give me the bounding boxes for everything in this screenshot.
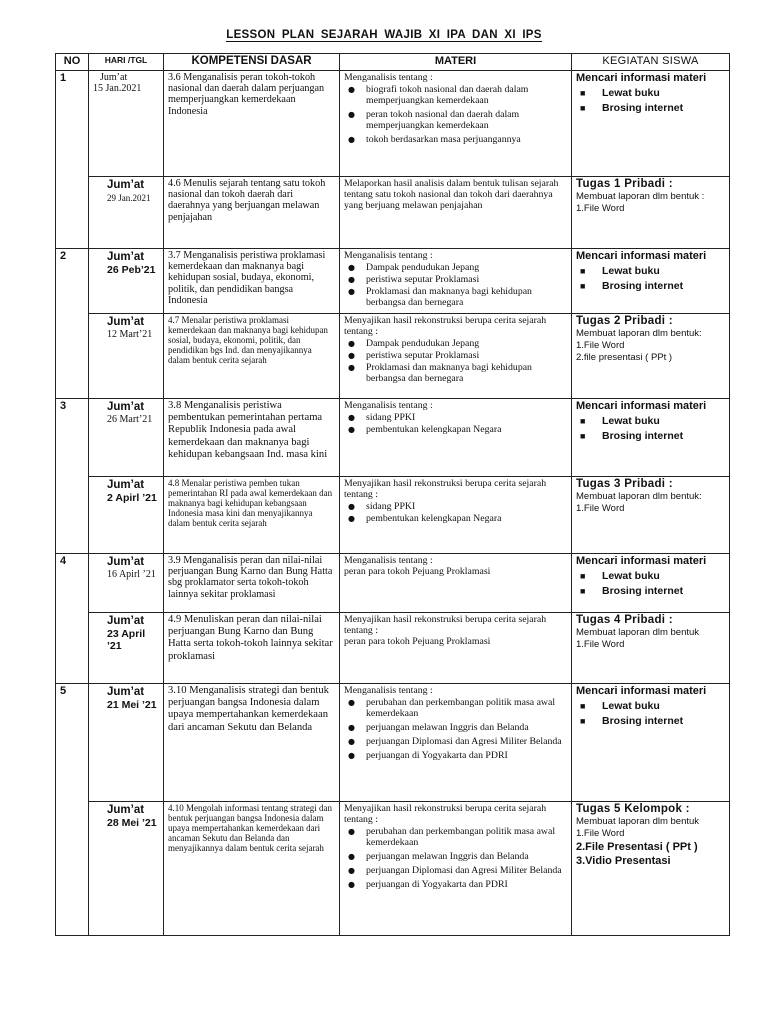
kegiatan-cell bbox=[572, 554, 730, 613]
bullet-icon: ● bbox=[348, 852, 355, 861]
kegiatan-cell bbox=[572, 314, 730, 399]
date-cell bbox=[89, 554, 164, 613]
materi-cell bbox=[340, 249, 572, 314]
date-label: 21 Mei ’21 bbox=[107, 699, 157, 711]
materi-list bbox=[344, 501, 567, 524]
kompetensi-dasar-cell: 3.6 Menganalisis peran tokoh-tokoh nasional dan daerah dalam perjuangan memperjuangkan kemerdekaan Indonesia bbox=[164, 71, 340, 177]
square-bullet-icon: ■ bbox=[580, 716, 586, 726]
header-materi: MATERI bbox=[340, 54, 572, 71]
day-label: Jum’at bbox=[107, 401, 145, 413]
row-number: 1 bbox=[56, 71, 89, 249]
date-label: 26 Peb’21 bbox=[107, 264, 156, 276]
row-number: 2 bbox=[56, 249, 89, 399]
day-label: Jum’at bbox=[107, 179, 145, 191]
materi-cell bbox=[340, 314, 572, 399]
kompetensi-dasar-cell: 4.6 Menulis sejarah tentang satu tokoh nasional dan tokoh daerah dari daerahnya yang berjuangan melawan penjajahan bbox=[164, 177, 340, 249]
day-label: Jum’at bbox=[107, 615, 145, 627]
table-row bbox=[56, 554, 730, 613]
kompetensi-dasar-cell: 4.9 Menuliskan peran dan nilai-nilai perjuangan Bung Karno dan Bung Hatta serta tokoh-tokoh lainnya sekitar proklamasi bbox=[164, 613, 340, 684]
materi-intro: Menyajikan hasil rekonstruksi berupa cerita sejarah tentang : bbox=[344, 478, 547, 500]
list-item: ● pembentukan kelengkapan Negara bbox=[348, 513, 502, 524]
document-title: LESSON PLAN SEJARAH WAJIB XI IPA DAN XI IPS bbox=[226, 29, 542, 41]
kegiatan-cell bbox=[572, 684, 730, 802]
bullet-icon: ● bbox=[348, 698, 355, 707]
kegiatan-title: Mencari informasi materi bbox=[576, 685, 707, 697]
day-label: Jum’at bbox=[107, 556, 145, 568]
square-bullet-icon: ■ bbox=[580, 88, 586, 98]
list-item: ■ Brosing internet bbox=[580, 585, 684, 597]
kegiatan-note: 2.file presentasi ( PPt ) bbox=[576, 352, 673, 363]
kegiatan-title: Tugas 5 Kelompok : bbox=[576, 803, 690, 815]
list-item: ● Dampak pendudukan Jepang bbox=[348, 262, 480, 273]
materi-intro: Menyajikan hasil rekonstruksi berupa cerita sejarah tentang : bbox=[344, 803, 547, 825]
square-bullet-icon: ■ bbox=[580, 431, 586, 441]
materi-text: peran para tokoh Pejuang Proklamasi bbox=[344, 636, 491, 647]
table-row bbox=[56, 71, 730, 177]
square-bullet-icon: ■ bbox=[580, 571, 586, 581]
list-item: ● tokoh berdasarkan masa perjuangannya bbox=[348, 134, 521, 145]
bullet-icon: ● bbox=[348, 751, 355, 760]
kegiatan-title: Tugas 2 Pribadi : bbox=[576, 315, 673, 327]
materi-list bbox=[344, 84, 567, 145]
kegiatan-note: 1.File Word bbox=[576, 203, 625, 214]
bullet-icon: ● bbox=[348, 351, 355, 360]
bullet-icon: ● bbox=[348, 827, 355, 836]
list-item: ● Dampak pendudukan Jepang bbox=[348, 338, 480, 349]
materi-list bbox=[344, 262, 567, 308]
kegiatan-cell bbox=[572, 477, 730, 554]
kegiatan-list bbox=[576, 414, 725, 444]
materi-cell bbox=[340, 399, 572, 477]
materi-text: peran para tokoh Pejuang Proklamasi bbox=[344, 566, 491, 577]
date-label: 16 Apirl ’21 bbox=[107, 569, 156, 580]
kegiatan-title: Tugas 1 Pribadi : bbox=[576, 178, 673, 190]
bullet-icon: ● bbox=[348, 110, 355, 119]
kegiatan-title: Tugas 4 Pribadi : bbox=[576, 614, 673, 626]
list-item: ● peran tokoh nasional dan daerah dalam memperjuangkan kemerdekaan bbox=[348, 109, 520, 131]
materi-intro: Menganalisis tentang : bbox=[344, 250, 433, 261]
kegiatan-note: 2.File Presentasi ( PPt ) bbox=[576, 841, 698, 853]
kegiatan-title: Mencari informasi materi bbox=[576, 400, 707, 412]
kompetensi-dasar-cell: 4.8 Menalar peristiwa pemben tukan pemerintahan RI pada awal kemerdekaan dan maknanya bagi kehidupan kebangsaan Indonesia masa kini dan menyajikannya dalam bentuk cerita sejarah bbox=[164, 477, 340, 554]
bullet-icon: ● bbox=[348, 413, 355, 422]
bullet-icon: ● bbox=[348, 866, 355, 875]
date-label: 15 Jan.2021 bbox=[93, 83, 142, 94]
date-cell bbox=[89, 477, 164, 554]
date-label: 12 Mart’21 bbox=[107, 329, 153, 340]
list-item: ■ Brosing internet bbox=[580, 280, 684, 292]
list-item: ■ Brosing internet bbox=[580, 102, 684, 114]
list-item: ■ Lewat buku bbox=[580, 265, 660, 277]
bullet-icon: ● bbox=[348, 287, 355, 296]
kegiatan-note: 1.File Word bbox=[576, 828, 625, 839]
table-row bbox=[56, 314, 730, 399]
bullet-icon: ● bbox=[348, 85, 355, 94]
list-item: ■ Lewat buku bbox=[580, 700, 660, 712]
list-item: ● perubahan dan perkembangan politik masa awal kemerdekaan bbox=[348, 826, 556, 848]
square-bullet-icon: ■ bbox=[580, 416, 586, 426]
bullet-icon: ● bbox=[348, 514, 355, 523]
list-item: ● perjuangan di Yogyakarta dan PDRI bbox=[348, 750, 508, 761]
materi-intro: Menganalisis tentang : bbox=[344, 400, 433, 411]
materi-list bbox=[344, 338, 567, 384]
list-item: ● peristiwa seputar Proklamasi bbox=[348, 350, 480, 361]
square-bullet-icon: ■ bbox=[580, 266, 586, 276]
square-bullet-icon: ■ bbox=[580, 281, 586, 291]
list-item: ■ Brosing internet bbox=[580, 430, 684, 442]
kegiatan-list bbox=[576, 86, 725, 116]
kegiatan-note: Membuat laporan dlm bentuk: bbox=[576, 328, 702, 339]
materi-intro: Menyajikan hasil rekonstruksi berupa cerita sejarah tentang : bbox=[344, 614, 547, 636]
square-bullet-icon: ■ bbox=[580, 701, 586, 711]
materi-intro: Menganalisis tentang : bbox=[344, 685, 433, 696]
day-label: Jum’at bbox=[107, 251, 145, 263]
kegiatan-note: Membuat laporan dlm bentuk : bbox=[576, 191, 705, 202]
list-item: ● pembentukan kelengkapan Negara bbox=[348, 424, 502, 435]
kompetensi-dasar-cell: 3.9 Menganalisis peran dan nilai-nilai perjuangan Bung Karno dan Bung Hatta sbg proklamator serta tokoh-tokoh lainnya sekitar proklamasi bbox=[164, 554, 340, 613]
materi-cell bbox=[340, 554, 572, 613]
date-label: 2 Apirl ’21 bbox=[107, 492, 157, 504]
date-label: 29 Jan.2021 bbox=[107, 193, 151, 203]
date-cell bbox=[89, 802, 164, 936]
list-item: ● peristiwa seputar Proklamasi bbox=[348, 274, 480, 285]
table-row bbox=[56, 177, 730, 249]
kegiatan-note: Membuat laporan dlm bentuk: bbox=[576, 491, 702, 502]
table-row bbox=[56, 249, 730, 314]
date-cell bbox=[89, 684, 164, 802]
date-cell bbox=[89, 249, 164, 314]
kegiatan-list bbox=[576, 569, 725, 599]
kegiatan-cell bbox=[572, 399, 730, 477]
bullet-icon: ● bbox=[348, 135, 355, 144]
header-hari-tgl: HARI /TGL bbox=[89, 54, 164, 71]
table-header-row bbox=[56, 54, 730, 71]
table-row bbox=[56, 613, 730, 684]
date-cell bbox=[89, 71, 164, 177]
kegiatan-note: Membuat laporan dlm bentuk bbox=[576, 816, 700, 827]
materi-intro: Menganalisis tentang : bbox=[344, 555, 433, 566]
square-bullet-icon: ■ bbox=[580, 103, 586, 113]
list-item: ● perjuangan melawan Inggris dan Belanda bbox=[348, 851, 529, 862]
kompetensi-dasar-cell: 4.10 Mengolah informasi tentang strategi dan bentuk perjuangan bangsa Indonesia dalam upaya mempertahankan kemerdekaan dari ancaman Sekutu dan Belanda dan menyajikannya dalam bentuk cerita sejarah bbox=[164, 802, 340, 936]
date-label: 26 Mart’21 bbox=[107, 414, 153, 425]
date-cell bbox=[89, 314, 164, 399]
kegiatan-title: Mencari informasi materi bbox=[576, 555, 707, 567]
kompetensi-dasar-cell: 3.8 Menganalisis peristiwa pembentukan pemerintahan pertama Republik Indonesia pada awal kemerdekaan dan maknanya bagi kehidupan kebangsaan Ind. masa kini bbox=[164, 399, 340, 477]
materi-list bbox=[344, 697, 567, 761]
materi-cell bbox=[340, 477, 572, 554]
kegiatan-note: 1.File Word bbox=[576, 340, 625, 351]
list-item: ● perjuangan Diplomasi dan Agresi Militer Belanda bbox=[348, 736, 562, 747]
kegiatan-title: Tugas 3 Pribadi : bbox=[576, 478, 673, 490]
materi-cell bbox=[340, 684, 572, 802]
bullet-icon: ● bbox=[348, 275, 355, 284]
list-item: ■ Lewat buku bbox=[580, 570, 660, 582]
header-no: NO bbox=[56, 54, 89, 71]
list-item: ■ Lewat buku bbox=[580, 415, 660, 427]
kompetensi-dasar-cell: 3.7 Menganalisis peristiwa proklamasi kemerdekaan dan maknanya bagi kehidupan sosial, budaya, ekonomi, politik, dan pendidikan bangsa Indonesia bbox=[164, 249, 340, 314]
bullet-icon: ● bbox=[348, 723, 355, 732]
table-row bbox=[56, 802, 730, 936]
day-label: Jum’at bbox=[107, 479, 145, 491]
list-item: ● perubahan dan perkembangan politik masa awal kemerdekaan bbox=[348, 697, 556, 719]
list-item: ● perjuangan Diplomasi dan Agresi Militer Belanda bbox=[348, 865, 562, 876]
bullet-icon: ● bbox=[348, 363, 355, 372]
materi-list bbox=[344, 412, 567, 435]
day-label: Jum’at bbox=[100, 72, 128, 83]
list-item: ■ Lewat buku bbox=[580, 87, 660, 99]
table-row bbox=[56, 399, 730, 477]
materi-cell bbox=[340, 613, 572, 684]
bullet-icon: ● bbox=[348, 339, 355, 348]
row-number: 3 bbox=[56, 399, 89, 554]
kegiatan-note: 3.Vidio Presentasi bbox=[576, 855, 671, 867]
lesson-plan-table bbox=[55, 53, 730, 936]
materi-cell bbox=[340, 802, 572, 936]
materi-intro: Menyajikan hasil rekonstruksi berupa cerita sejarah tentang : bbox=[344, 315, 547, 337]
day-label: Jum’at bbox=[107, 316, 145, 328]
kegiatan-cell bbox=[572, 177, 730, 249]
kegiatan-list bbox=[576, 264, 725, 294]
bullet-icon: ● bbox=[348, 263, 355, 272]
table-row bbox=[56, 477, 730, 554]
kegiatan-note: 1.File Word bbox=[576, 503, 625, 514]
kegiatan-title: Mencari informasi materi bbox=[576, 72, 707, 84]
kegiatan-cell bbox=[572, 71, 730, 177]
header-kegiatan-siswa: KEGIATAN SISWA bbox=[572, 54, 730, 71]
table-row bbox=[56, 684, 730, 802]
square-bullet-icon: ■ bbox=[580, 586, 586, 596]
list-item: ● Proklamasi dan maknanya bagi kehidupan berbangsa dan bernegara bbox=[348, 362, 532, 384]
materi-intro: Menganalisis tentang : bbox=[344, 72, 433, 83]
bullet-icon: ● bbox=[348, 737, 355, 746]
kegiatan-list bbox=[576, 699, 725, 729]
kegiatan-cell bbox=[572, 802, 730, 936]
day-label: Jum’at bbox=[107, 804, 145, 816]
list-item: ● biografi tokoh nasional dan daerah dalam memperjuangkan kemerdekaan bbox=[348, 84, 529, 106]
kegiatan-note: Membuat laporan dlm bentuk bbox=[576, 627, 700, 638]
kegiatan-title: Mencari informasi materi bbox=[576, 250, 707, 262]
date-cell bbox=[89, 613, 164, 684]
materi-cell bbox=[340, 71, 572, 177]
list-item: ● sidang PPKI bbox=[348, 501, 416, 512]
date-cell bbox=[89, 177, 164, 249]
date-label: 23 April ’21 bbox=[107, 628, 146, 652]
day-label: Jum’at bbox=[107, 686, 145, 698]
list-item: ● sidang PPKI bbox=[348, 412, 416, 423]
row-number: 4 bbox=[56, 554, 89, 684]
row-number: 5 bbox=[56, 684, 89, 936]
date-label: 28 Mei ’21 bbox=[107, 817, 157, 829]
kompetensi-dasar-cell: 3.10 Menganalisis strategi dan bentuk perjuangan bangsa Indonesia dalam upaya mempertahankan kemerdekaan dari ancaman Sekutu dan Belanda bbox=[164, 684, 340, 802]
list-item: ■ Brosing internet bbox=[580, 715, 684, 727]
kegiatan-cell bbox=[572, 613, 730, 684]
bullet-icon: ● bbox=[348, 502, 355, 511]
date-cell bbox=[89, 399, 164, 477]
materi-cell bbox=[340, 177, 572, 249]
list-item: ● Proklamasi dan maknanya bagi kehidupan berbangsa dan bernegara bbox=[348, 286, 532, 308]
list-item: ● perjuangan di Yogyakarta dan PDRI bbox=[348, 879, 508, 890]
materi-intro: Melaporkan hasil analisis dalam bentuk tulisan sejarah tentang satu tokoh nasional dan tokoh dari daerahnya yang berjuang melawan penjajahan bbox=[344, 178, 559, 211]
list-item: ● perjuangan melawan Inggris dan Belanda bbox=[348, 722, 529, 733]
bullet-icon: ● bbox=[348, 880, 355, 889]
materi-list bbox=[344, 826, 567, 890]
kegiatan-note: 1.File Word bbox=[576, 639, 625, 650]
kompetensi-dasar-cell: 4.7 Menalar peristiwa proklamasi kemerdekaan dan maknanya bagi kehidupan sosial, budaya, ekonomi, politik, dan pendidikan bgs Ind. dan menyajikannya dalam bentuk cerita sejarah bbox=[164, 314, 340, 399]
kegiatan-cell bbox=[572, 249, 730, 314]
header-kompetensi-dasar: KOMPETENSI DASAR bbox=[164, 54, 340, 71]
bullet-icon: ● bbox=[348, 425, 355, 434]
